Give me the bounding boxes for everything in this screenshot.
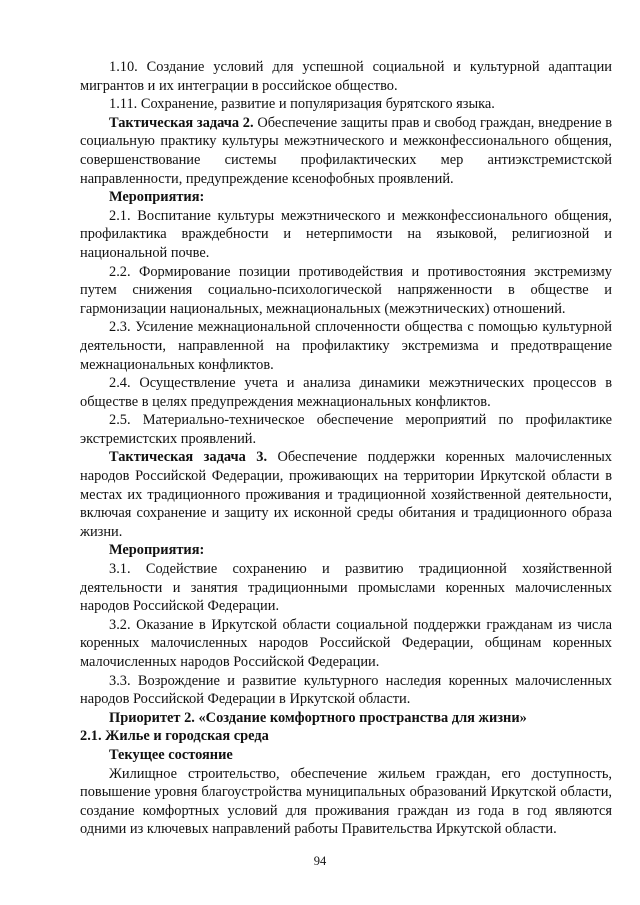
paragraph: Тактическая задача 3. Обеспечение поддержки коренных малочисленных народов Российской Федерации, проживающих на территории Иркутской области в местах их традиционного проживания и традиционной хозяйственной деятельности, включая сохранение и защиту их исконной среды обитания и традиционного образа жизни. [80, 449, 612, 540]
paragraph: 1.10. Создание условий для успешной социальной и культурной адаптации мигрантов и их интеграции в российское общество. [80, 59, 612, 94]
paragraph: 3.1. Содействие сохранению и развитию традиционной хозяйственной деятельности и занятия традиционными промыслами коренных малочисленных народов Российской Федерации. [80, 561, 612, 615]
section-heading: Текущее состояние [109, 746, 233, 763]
priority-heading: Приоритет 2. «Создание комфортного пространства для жизни» [109, 709, 527, 726]
page-number: 94 [313, 854, 327, 868]
paragraph: 2.1. Воспитание культуры межэтнического и межконфессионального общения, профилактика враждебности и нетерпимости на языковой, религиозной и национальной почве. [80, 207, 612, 261]
document-page [80, 58, 612, 839]
paragraph: Тактическая задача 2. Обеспечение защиты прав и свобод граждан, внедрение в социальную практику культуры межэтнического и межконфессионального общения, совершенствование системы профилактических мер антиэкстремистской направленности, предупреждение ксенофобных проявлений. [80, 114, 612, 187]
section-heading: Мероприятия: [109, 189, 205, 206]
subsection-heading: 2.1. Жилье и городская среда [80, 728, 269, 745]
section-heading: Мероприятия: [109, 542, 205, 559]
task-lead: Тактическая задача 3. [109, 449, 268, 466]
task-lead: Тактическая задача 2. [109, 114, 254, 131]
paragraph: 3.3. Возрождение и развитие культурного наследия коренных малочисленных народов Российской Федерации в Иркутской области. [80, 672, 612, 708]
paragraph: 2.5. Материально-техническое обеспечение мероприятий по профилактике экстремистских проявлений. [80, 412, 612, 447]
paragraph: 1.11. Сохранение, развитие и популяризация бурятского языка. [109, 96, 495, 113]
paragraph: 2.3. Усиление межнациональной сплоченности общества с помощью культурной деятельности, направленной на профилактику экстремизма и предотвращение межнациональных конфликтов. [80, 319, 612, 373]
paragraph: 2.2. Формирование позиции противодействия и противостояния экстремизму путем снижения социально-психологической напряженности в обществе и гармонизации национальных, межнациональных (межэтнических) отношений. [80, 263, 612, 317]
paragraph: 3.2. Оказание в Иркутской области социальной поддержки гражданам из числа коренных малочисленных народов Российской Федерации, общинам коренных малочисленных народов Российской Федерации. [80, 616, 612, 670]
paragraph: Жилищное строительство, обеспечение жильем граждан, его доступность, повышение уровня благоустройства муниципальных образований Иркутской области, создание комфортных условий для проживания граждан из года в год являются одними из ключевых направлений работы Правительства Иркутской области. [80, 765, 612, 838]
paragraph: 2.4. Осуществление учета и анализа динамики межэтнических процессов в обществе в целях предупреждения межнациональных конфликтов. [80, 375, 612, 410]
